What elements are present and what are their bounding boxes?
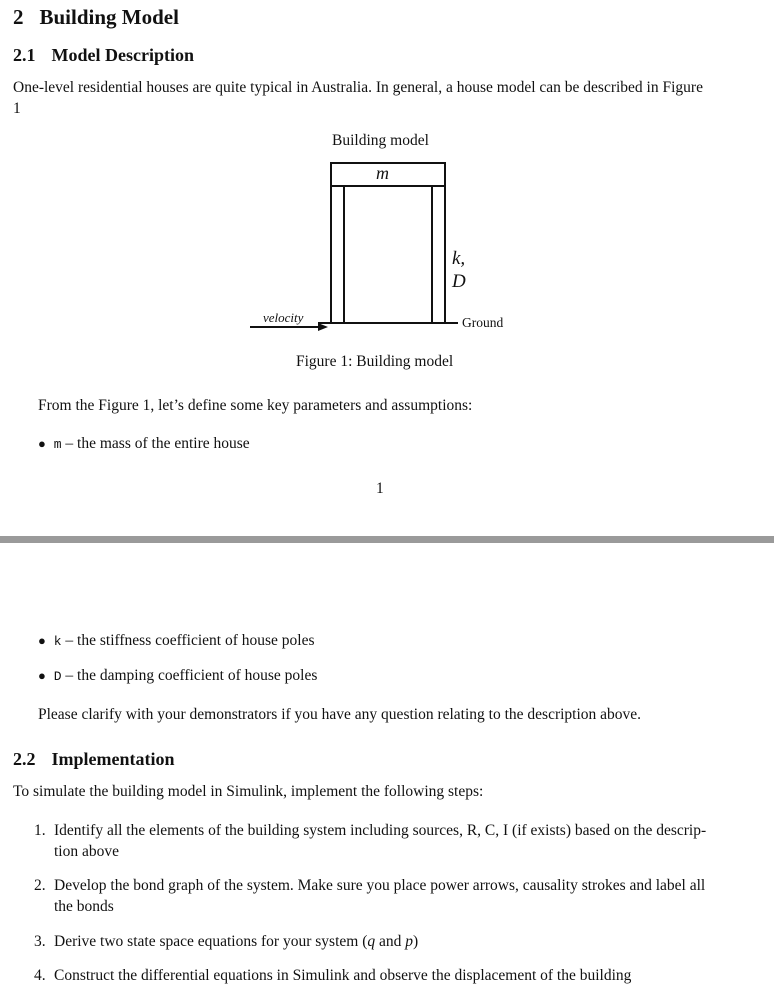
subsection-heading-model-description (13, 45, 194, 66)
step-text-3-and: and (375, 933, 406, 950)
bullet-icon: ● (38, 436, 46, 451)
section-title: Building Model (39, 5, 179, 29)
stiffness-label: k, (452, 248, 466, 269)
figure-caption: Figure 1: Building model (296, 353, 454, 370)
subsection-title: Implementation (51, 749, 175, 769)
step-number-3: 3. (34, 933, 46, 950)
paragraph-simulate: To simulate the building model in Simulink, implement the following steps: (13, 783, 484, 800)
bullet-icon: ● (38, 668, 46, 683)
step-text-3-pre: Derive two state space equations for your system ( (54, 933, 368, 950)
paragraph-intro-line2: 1 (13, 100, 21, 117)
step-number-4: 4. (34, 967, 46, 984)
param-desc-m: – the mass of the entire house (61, 435, 250, 452)
section-heading (13, 5, 179, 30)
step-text-1-line1: Identify all the elements of the building system including sources, R, C, I (if exists) based on the descrip- (54, 822, 707, 839)
param-desc-d: – the damping coefficient of house poles (61, 667, 318, 684)
param-code-k: k (53, 634, 62, 649)
page-separator (0, 536, 774, 543)
list-item-stiffness (38, 632, 315, 650)
paragraph-intro-line1: One-level residential houses are quite typical in Australia. In general, a house model can be described in Figure (13, 79, 703, 96)
list-item-damping (38, 667, 317, 685)
step-text-3-post: ) (413, 933, 419, 950)
bullet-icon: ● (38, 633, 46, 648)
subsection-number: 2.2 (13, 749, 36, 769)
var-q: q (367, 933, 376, 950)
right-pole (432, 186, 445, 323)
step-text-2-line1: Develop the bond graph of the system. Make sure you place power arrows, causality strokes and label all (54, 877, 706, 894)
step-number-1: 1. (34, 822, 46, 839)
param-code-d: D (53, 669, 62, 684)
damping-label: D (452, 271, 466, 292)
section-number: 2 (13, 5, 24, 29)
step-text-2-line2: the bonds (54, 898, 114, 915)
subsection-number: 2.1 (13, 45, 36, 65)
subsection-heading-implementation (13, 749, 175, 770)
list-item-mass (38, 435, 250, 453)
mass-label: m (376, 163, 389, 183)
param-desc-k: – the stiffness coefficient of house poles (61, 632, 315, 649)
velocity-arrow-head (318, 323, 328, 331)
velocity-label: velocity (263, 310, 304, 325)
figure-title: Building model (332, 132, 429, 149)
var-p: p (405, 933, 413, 950)
paragraph-clarify: Please clarify with your demonstrators if you have any question relating to the description above. (38, 706, 642, 723)
step-text-1-line2: tion above (54, 843, 119, 860)
param-code-m: m (53, 437, 62, 452)
step-text-3 (54, 933, 418, 951)
paragraph-parameters: From the Figure 1, let’s define some key parameters and assumptions: (38, 397, 473, 414)
step-text-4: Construct the differential equations in Simulink and observe the displacement of the building (54, 967, 632, 984)
subsection-title: Model Description (51, 45, 194, 65)
ground-label: Ground (462, 315, 504, 330)
page-number: 1 (376, 480, 384, 497)
step-number-2: 2. (34, 877, 46, 894)
left-pole (331, 186, 344, 323)
